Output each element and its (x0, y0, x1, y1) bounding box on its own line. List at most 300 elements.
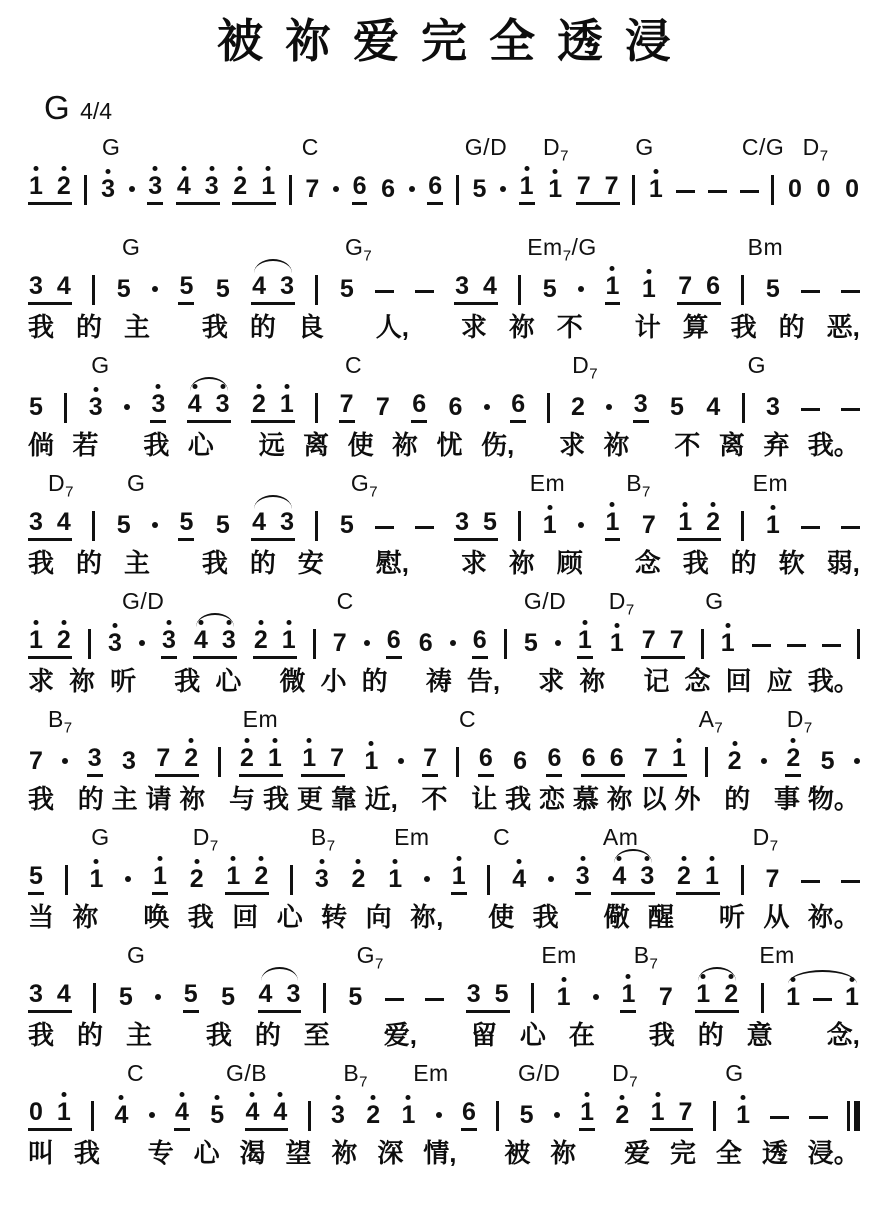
note: 1 (579, 1091, 595, 1131)
augmentation-dot (500, 186, 506, 192)
lyric-char: 人, (375, 312, 409, 343)
lyric-char: 恶, (826, 312, 860, 343)
augmentation-dot (593, 994, 599, 1000)
note: 7 (765, 865, 780, 894)
lyric-char: 我 (143, 430, 170, 461)
duration-dash (809, 1116, 828, 1119)
duration-dash (841, 526, 860, 529)
note: 3 (29, 980, 43, 1009)
note: 5 (523, 629, 538, 658)
note: 5 (183, 973, 199, 1013)
barline (857, 629, 860, 659)
duration-dash (752, 644, 771, 647)
lyric-char: 我 (505, 784, 532, 815)
duration-dash (822, 644, 841, 647)
duration-dash (770, 1116, 789, 1119)
note: 5 (472, 175, 487, 204)
note: 1 (720, 622, 736, 659)
note: 5 (28, 855, 44, 895)
note: 5 (670, 393, 684, 422)
lyric-char: 靠 (330, 784, 357, 815)
lyric-char: 祢 (603, 430, 630, 461)
note: 6 (513, 747, 528, 776)
barline (289, 175, 292, 205)
slur-group (785, 976, 860, 1013)
system-1 (28, 131, 860, 205)
note: 7 (305, 175, 320, 204)
lyric-char: 离 (303, 430, 330, 461)
lyric-row (28, 779, 860, 819)
chord-label: G (635, 134, 654, 161)
lyric-char: 祢 (69, 666, 96, 697)
note: 4 (176, 165, 192, 202)
note: 1 (56, 1091, 72, 1128)
note: 4 (187, 383, 203, 420)
chord-label: Em (752, 470, 789, 497)
duration-dash (801, 880, 820, 883)
note: 1 (400, 1094, 416, 1131)
lyric-char: 祢 (331, 1138, 358, 1169)
barline (713, 1101, 716, 1131)
duration-dash (813, 998, 832, 1001)
note: 1 (765, 504, 781, 541)
note: 7 (641, 626, 656, 655)
note: 5 (29, 393, 43, 422)
barline (323, 983, 326, 1013)
note: 5 (178, 265, 194, 305)
lyric-char: 听 (718, 902, 745, 933)
lyric-char: 至 (303, 1020, 330, 1051)
note: 3 (639, 855, 655, 892)
barline (92, 275, 95, 305)
lyric-char: 祢 (508, 312, 535, 343)
note: 3 (147, 165, 163, 205)
chord-label: G/D (523, 588, 567, 615)
duration-dash (801, 408, 820, 411)
augmentation-dot (578, 522, 584, 528)
chord-label: $D_7$ (608, 588, 635, 619)
lyric-char: 外 (674, 784, 701, 815)
lyric-char: 心 (193, 1138, 220, 1169)
note: 6 (581, 744, 596, 773)
barline (504, 629, 507, 659)
lyric-char: 的 (254, 1020, 281, 1051)
duration-dash (801, 526, 820, 529)
lyric-char: 主 (111, 784, 138, 815)
chord-row (28, 939, 860, 973)
lyric-char: 不 (674, 430, 701, 461)
lyric-char: 我 (73, 1138, 100, 1169)
chord-label: G (725, 1060, 744, 1087)
beam-group (454, 501, 498, 541)
note: 6 (427, 165, 443, 205)
beam-group (28, 1091, 72, 1131)
note: 5 (765, 275, 780, 304)
chord-label: C (336, 588, 354, 615)
lyric-char: 爱 (624, 1138, 651, 1169)
note-row (28, 1085, 860, 1131)
lyric-char: 完 (670, 1138, 697, 1169)
note: 5 (542, 275, 557, 304)
note: 2 (56, 619, 72, 656)
barline (456, 747, 459, 777)
lyric-char: 祢 (72, 902, 99, 933)
augmentation-dot (152, 286, 158, 292)
lyric-char: 我 (28, 1020, 55, 1051)
note: 4 (245, 1091, 261, 1128)
chord-label: Em (413, 1060, 449, 1087)
lyric-char: 以 (640, 784, 667, 815)
note: 4 (706, 393, 721, 422)
lyric-char: 的 (75, 312, 102, 343)
lyric-char: 心 (215, 666, 242, 697)
note-row (28, 495, 860, 541)
key-letter: G (44, 89, 70, 127)
chord-label: $D_7$ (612, 1060, 639, 1091)
note: 1 (301, 737, 317, 774)
note-row (28, 731, 860, 777)
lyric-char: 小 (320, 666, 347, 697)
duration-dash (676, 190, 695, 193)
note: 7 (678, 272, 693, 301)
lyric-char: 记 (643, 666, 670, 697)
note: 3 (575, 855, 591, 895)
chord-row (28, 585, 860, 619)
chord-label: $B_7$ (633, 942, 659, 973)
chord-label: G (91, 824, 110, 851)
note: 3 (87, 737, 103, 777)
chord-row (28, 1057, 860, 1091)
slur-group (193, 619, 237, 659)
beam-group (28, 265, 72, 305)
chord-label: G (747, 352, 767, 379)
beam-group (176, 165, 220, 205)
lyric-char: 倘 (28, 430, 55, 461)
note: 2 (183, 737, 199, 774)
note: 3 (466, 980, 481, 1009)
note: 2 (570, 393, 585, 422)
barline (547, 393, 550, 423)
lyric-char: 唤 (143, 902, 170, 933)
lyric-char: 我。 (807, 666, 860, 697)
beam-group (454, 265, 498, 305)
note: 2 (189, 858, 205, 895)
lyric-char: 慰, (375, 548, 409, 579)
lyric-char: 祢 (550, 1138, 577, 1169)
chord-label: G/D (464, 134, 508, 161)
note: 1 (671, 737, 687, 774)
note: 6 (546, 737, 562, 777)
lyric-char: 主 (123, 312, 150, 343)
chord-label: $G_7$ (356, 942, 384, 973)
barline (88, 629, 91, 659)
note: 5 (116, 275, 131, 304)
lyric-row (28, 1015, 860, 1055)
note: 1 (641, 268, 657, 305)
lyric-char: 恋 (539, 784, 566, 815)
chord-label: Em (394, 824, 430, 851)
note: 6 (609, 744, 624, 773)
chord-label: $D_7$ (786, 706, 813, 737)
note: 1 (695, 973, 711, 1010)
note: 1 (735, 1094, 751, 1131)
duration-dash (801, 290, 820, 293)
note: 5 (116, 511, 131, 540)
chord-row (28, 231, 860, 265)
chord-label: G (102, 134, 121, 161)
augmentation-dot (364, 640, 370, 646)
chord-label: $D_7$ (572, 352, 599, 383)
note-row (28, 159, 860, 205)
lyric-char: 祢 (606, 784, 633, 815)
chord-label: C/G (741, 134, 785, 161)
augmentation-dot (124, 404, 130, 410)
lyric-char: 向 (365, 902, 392, 933)
chord-label: G/B (226, 1060, 268, 1087)
beam-group (301, 737, 345, 777)
note: 1 (363, 740, 379, 777)
barline (761, 983, 764, 1013)
lyric-char: 念, (826, 1020, 860, 1051)
chord-label: G (127, 942, 146, 969)
beam-group (232, 165, 276, 205)
duration-dash (415, 290, 434, 293)
note: 7 (332, 629, 347, 658)
lyric-char: 我。 (807, 430, 860, 461)
note: 2 (365, 1094, 381, 1131)
duration-dash (841, 408, 860, 411)
lyric-char: 算 (682, 312, 709, 343)
lyric-char: 微 (279, 666, 306, 697)
lyric-char: 渴 (239, 1138, 266, 1169)
lyric-char: 祢 (392, 430, 419, 461)
chord-label: $B_7$ (310, 824, 336, 855)
note: 1 (281, 619, 297, 656)
barline (84, 175, 87, 205)
note: 4 (56, 980, 71, 1009)
chord-label: $A_7$ (698, 706, 724, 737)
note: 3 (161, 619, 177, 659)
barline (92, 511, 95, 541)
lyric-char: 求 (538, 666, 565, 697)
augmentation-dot (484, 404, 490, 410)
augmentation-dot (152, 522, 158, 528)
note: 1 (609, 622, 625, 659)
note: 3 (122, 747, 136, 776)
barline (91, 1101, 94, 1131)
augmentation-dot (436, 1112, 442, 1118)
barline (531, 983, 534, 1013)
barline (741, 511, 744, 541)
beam-group (239, 737, 283, 777)
lyric-char: 我 (187, 902, 214, 933)
chord-label: C (127, 1060, 145, 1087)
beam-group (641, 619, 685, 659)
note: 3 (766, 393, 780, 422)
note: 1 (28, 165, 44, 202)
lyric-char: 的 (361, 666, 388, 697)
lyric-char: 的 (249, 548, 276, 579)
lyric-row (28, 661, 860, 701)
slur-group (251, 265, 295, 305)
note: 6 (478, 737, 494, 777)
lyric-char: 醒 (647, 902, 674, 933)
lyric-char: 的 (724, 784, 751, 815)
augmentation-dot (450, 640, 456, 646)
note: 2 (727, 740, 743, 777)
chord-label: Am (602, 824, 639, 851)
lyric-char: 祢 (579, 666, 606, 697)
chord-label: Em (759, 942, 795, 969)
lyric-char: 听 (110, 666, 137, 697)
lyric-char: 转 (321, 902, 348, 933)
note: 4 (611, 855, 627, 892)
note: 6 (706, 272, 721, 301)
note: 5 (339, 511, 354, 540)
augmentation-dot (129, 186, 135, 192)
lyric-char: 祷 (425, 666, 452, 697)
note: 4 (482, 272, 497, 301)
note: 2 (251, 383, 267, 420)
lyric-char: 祢 (508, 548, 535, 579)
augmentation-dot (409, 186, 415, 192)
lyric-char: 我 (682, 548, 709, 579)
barline-thin (847, 1101, 850, 1131)
barline (487, 865, 490, 895)
chord-label: $G_7$ (350, 470, 379, 501)
lyric-row (28, 543, 860, 583)
barline (701, 629, 704, 659)
lyric-char: 使 (347, 430, 374, 461)
system-3 (28, 349, 860, 465)
note: 3 (29, 272, 43, 301)
note: 7 (29, 747, 43, 776)
note: 7 (604, 172, 619, 201)
note: 3 (455, 272, 469, 301)
lyric-char: 计 (634, 312, 661, 343)
beam-group (581, 737, 625, 777)
slur-group (187, 383, 231, 423)
note: 4 (174, 1091, 190, 1131)
lyric-char: 当 (28, 902, 55, 933)
note: 1 (677, 501, 693, 538)
note: 5 (209, 1094, 225, 1131)
lyric-char: 心 (187, 430, 214, 461)
lyric-char: 被 (504, 1138, 531, 1169)
chord-label: C (493, 824, 511, 851)
barline (93, 983, 96, 1013)
chord-label: G (91, 352, 110, 379)
note: 1 (648, 168, 664, 205)
note: 4 (113, 1094, 129, 1131)
note: 7 (658, 983, 673, 1012)
note: 1 (519, 165, 535, 205)
lyric-char: 弱, (826, 548, 860, 579)
lyric-char: 安 (297, 548, 324, 579)
chord-label: Em (541, 942, 577, 969)
duration-dash (375, 290, 394, 293)
note: 4 (56, 508, 71, 537)
barline (771, 175, 774, 205)
note: 2 (785, 737, 801, 777)
note: 3 (314, 858, 330, 895)
note: 6 (472, 619, 488, 659)
note: 1 (556, 976, 572, 1013)
beam-group (576, 165, 620, 205)
chord-label: $B_7$ (626, 470, 651, 501)
note: 1 (704, 855, 720, 892)
lyric-char: 我 (28, 312, 55, 343)
system-2 (28, 231, 860, 347)
lyric-char: 忧 (436, 430, 463, 461)
note: 5 (519, 1101, 534, 1130)
note: 3 (221, 619, 237, 656)
lyric-char: 与 (229, 784, 256, 815)
augmentation-dot (548, 876, 554, 882)
note: 7 (330, 744, 344, 773)
note: 3 (286, 980, 301, 1009)
note: 7 (375, 393, 390, 422)
note: 3 (100, 168, 116, 205)
note: 2 (56, 165, 72, 202)
lyric-char: 的 (697, 1020, 724, 1051)
lyric-char: 心 (519, 1020, 546, 1051)
note: 1 (542, 504, 558, 541)
systems-container (0, 131, 888, 1173)
note: 2 (705, 501, 721, 538)
beam-group (677, 265, 721, 305)
lyric-char: 弃 (763, 430, 790, 461)
barline (456, 175, 459, 205)
slur-group (611, 855, 655, 895)
note: 2 (723, 973, 739, 1010)
note: 1 (547, 168, 563, 205)
lyric-char: 的 (778, 312, 805, 343)
chord-label: $B_7$ (343, 1060, 368, 1091)
note: 3 (215, 383, 231, 420)
beam-group (28, 165, 72, 205)
note: 2 (232, 165, 248, 202)
lyric-char: 主 (123, 548, 150, 579)
chord-row (28, 821, 860, 855)
lyric-char: 不 (556, 312, 583, 343)
note: 3 (455, 508, 469, 537)
barline (218, 747, 221, 777)
note: 1 (267, 737, 283, 774)
note: 1 (844, 976, 860, 1013)
note: 3 (204, 165, 220, 202)
lyric-char: 求 (559, 430, 586, 461)
chord-label: $D_7$ (47, 470, 74, 501)
lyric-char: 祢。 (807, 902, 860, 933)
lyric-char: 求 (28, 666, 55, 697)
lyric-char: 浸。 (807, 1138, 860, 1169)
duration-dash (385, 998, 404, 1001)
note: 6 (352, 165, 368, 205)
song-title: 被祢爱完全透浸 (217, 15, 693, 67)
lyric-char: 远 (258, 430, 285, 461)
note: 0 (787, 175, 802, 204)
note: 4 (272, 1091, 288, 1128)
chord-label: G (122, 234, 141, 261)
lyric-char: 念 (684, 666, 711, 697)
chord-row (28, 467, 860, 501)
note: 0 (816, 175, 831, 204)
barline (65, 865, 68, 895)
chord-label: C (344, 352, 363, 379)
slur-group (258, 973, 302, 1013)
augmentation-dot (333, 186, 339, 192)
